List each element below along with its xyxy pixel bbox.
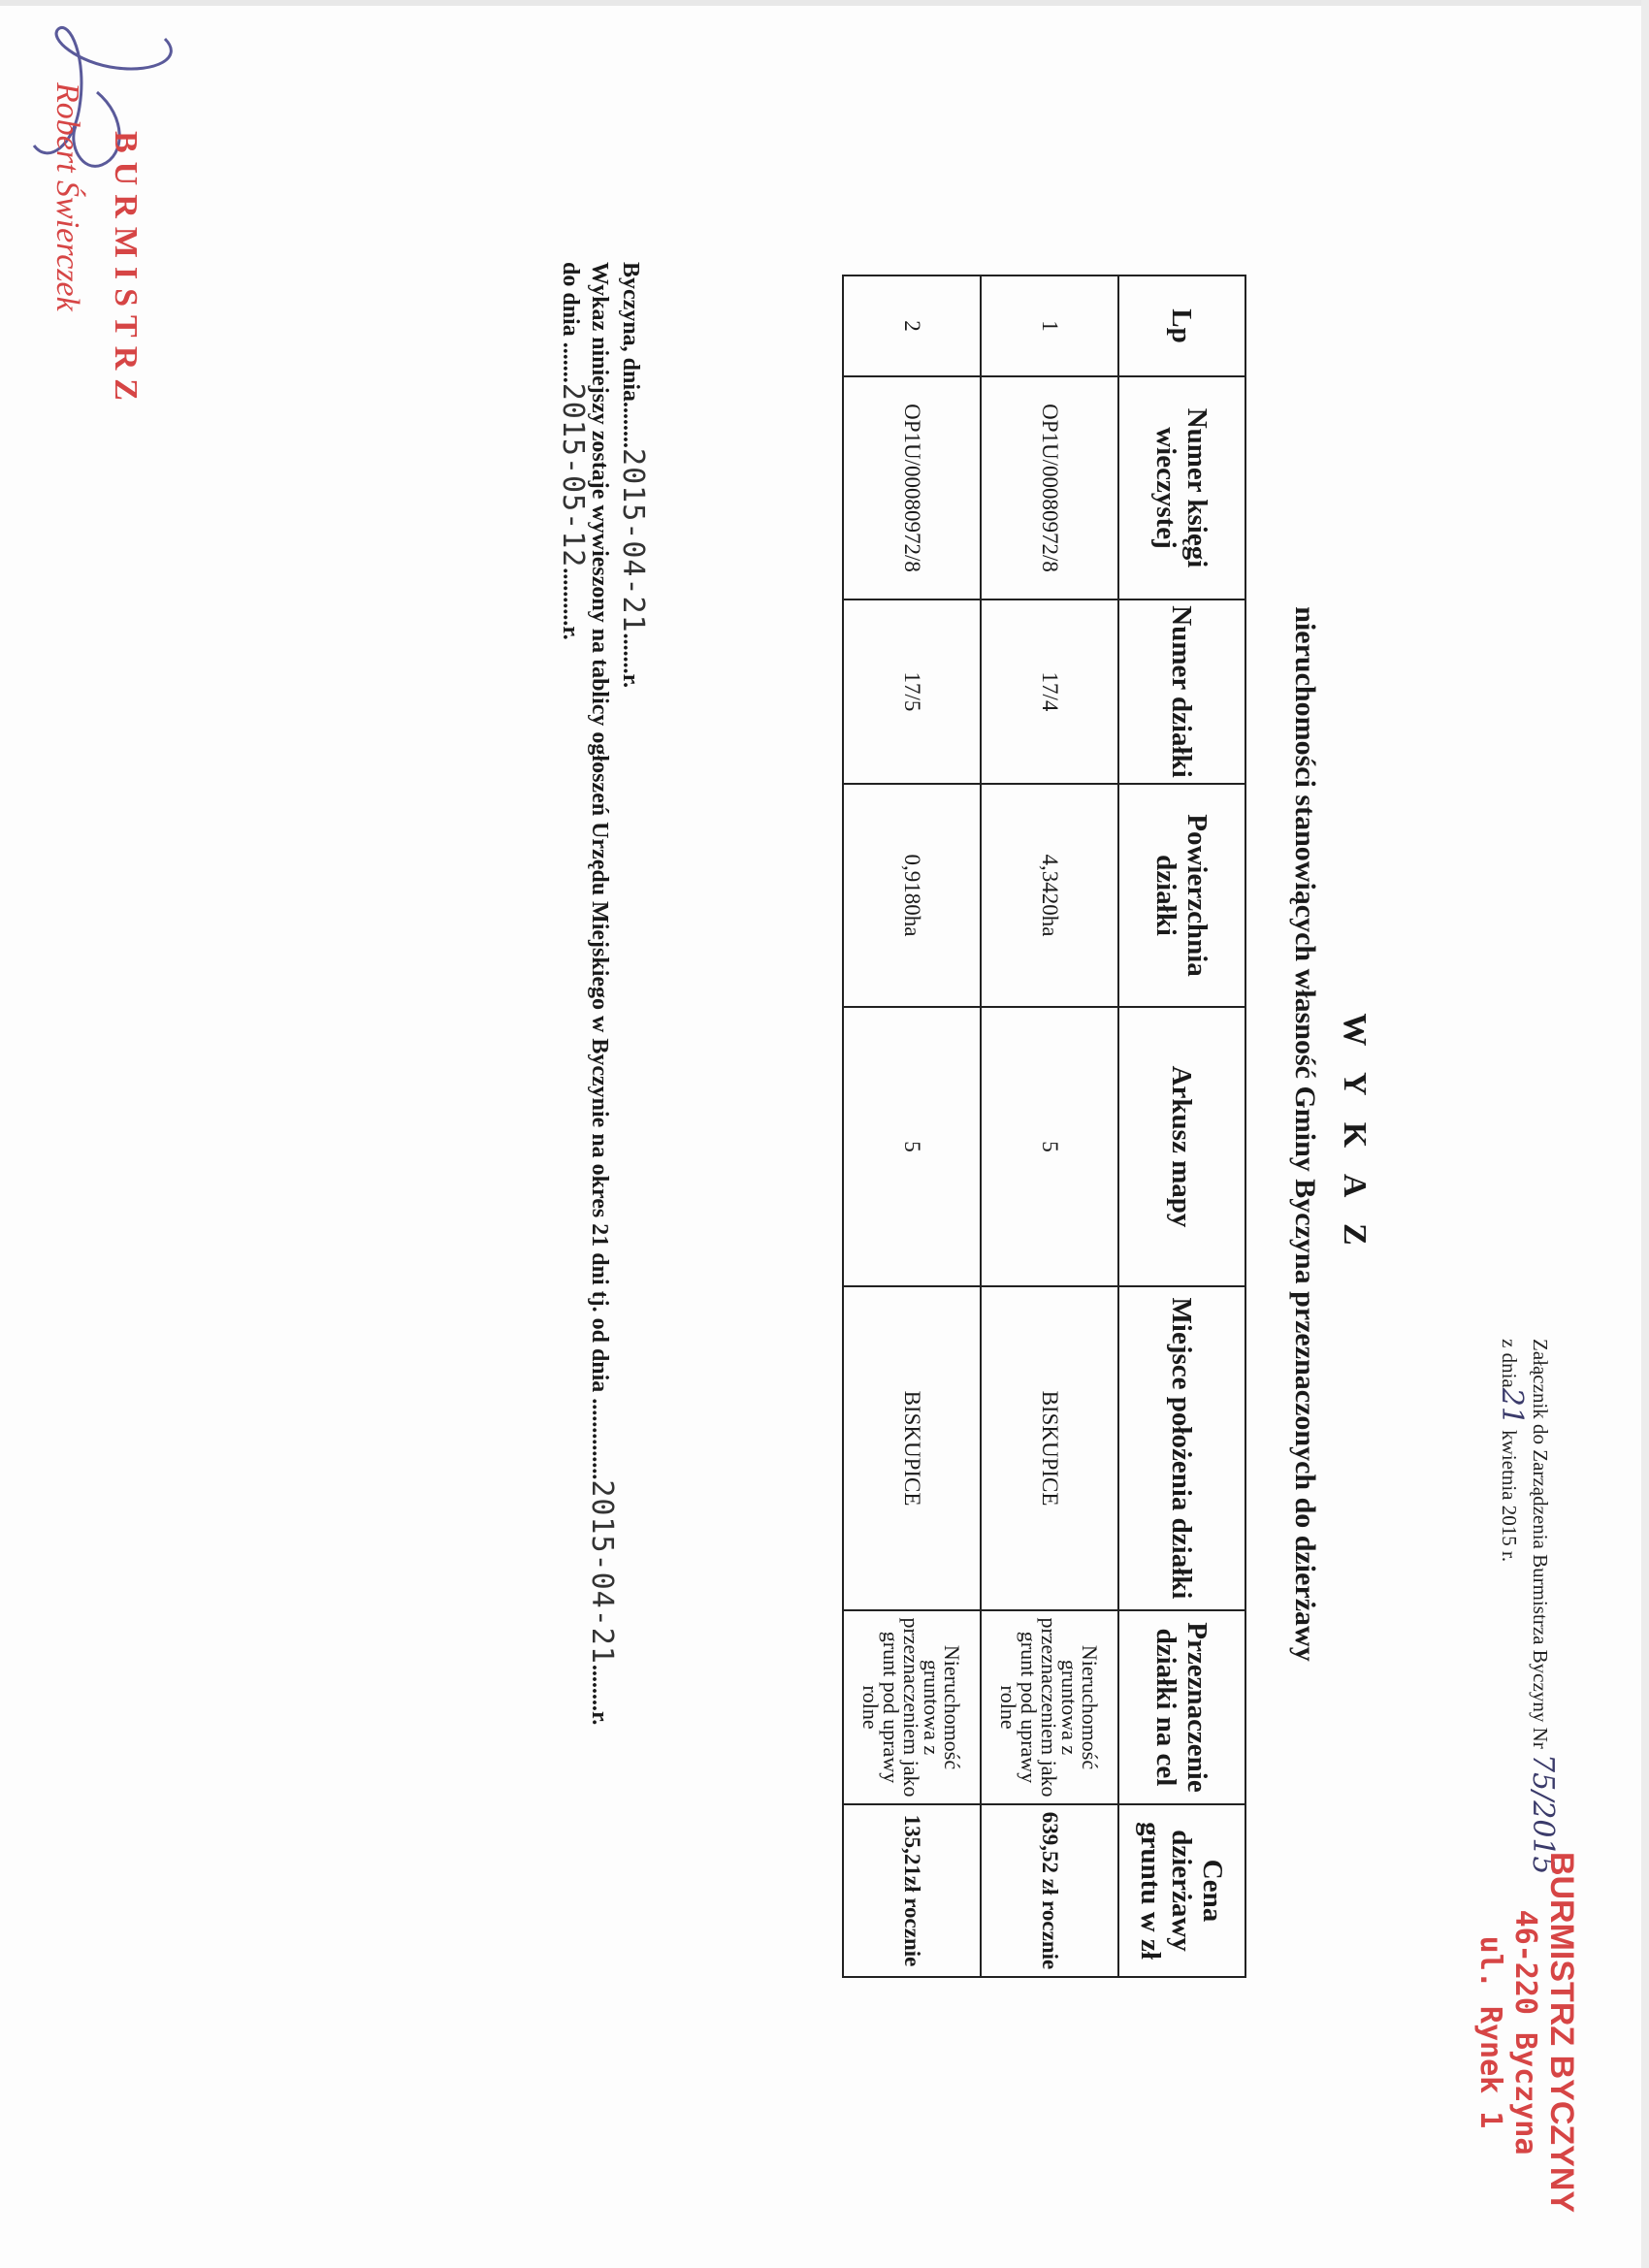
footer-end-date: do dnia .......2015-05-12..........r. [556, 262, 590, 640]
cell-powierzchnia: 0,9180ha [843, 784, 981, 1007]
annex-header [1495, 1339, 1560, 1875]
official-stamp [1472, 1804, 1581, 2260]
cell-cena: 639,52 zł rocznie [981, 1804, 1118, 1977]
table-row [843, 275, 981, 1977]
date-stamp: 2015-04-21 [616, 448, 650, 633]
header-arkusz: Arkusz mapy [1118, 1007, 1245, 1286]
stamp-line-3: ul. Rynek 1 [1473, 1935, 1507, 2129]
cell-arkusz: 5 [981, 1007, 1118, 1286]
cell-przeznaczenie: Nieruchomość gruntowa z przeznaczeniem jako grunt pod uprawy rolne [981, 1610, 1118, 1804]
annex-number-handwritten: 75/2015 [1526, 1753, 1560, 1875]
cell-kw: OP1U/00080972/8 [843, 376, 981, 599]
signature-name: Robert Świerczek [49, 82, 85, 311]
signature-role: BURMISTRZ [108, 131, 144, 409]
annex-line-1: Załącznik do Zarządzenia Burmistrza Byczyny Nr 75/2015 [1526, 1339, 1560, 1875]
header-dzialka: Numer działki [1118, 599, 1245, 784]
table-row [981, 275, 1118, 1977]
table-header-row [1118, 275, 1245, 1977]
mayor-signature-stamp [0, 0, 194, 543]
header-kw: Numer księgi wieczystej [1118, 376, 1245, 599]
cell-przeznaczenie: Nieruchomość gruntowa z przeznaczeniem jako grunt pod uprawy rolne [843, 1610, 981, 1804]
annex-line-2: z dnia21 kwietnia 2015 r. [1495, 1339, 1529, 1563]
header-powierzchnia: Powierzchnia działki [1118, 784, 1245, 1007]
cell-miejsce: BISKUPICE [981, 1286, 1118, 1610]
header-przeznaczenie: Przeznaczenie działki na cel [1118, 1610, 1245, 1804]
footer-posting-notice: Wykaz niniejszy zostaje wywieszony na tablicy ogłoszeń Urzędu Miejskiego w Byczynie na okres 21 dni tj. od dnia ..............2015-04-21........r. [585, 262, 619, 1726]
handwritten-signature-icon [0, 0, 194, 543]
date-stamp: 2015-04-21 [585, 1479, 619, 1665]
cell-kw: OP1U/00080972/8 [981, 376, 1118, 599]
cell-lp: 1 [981, 275, 1118, 376]
cell-lp: 2 [843, 275, 981, 376]
cell-dzialka: 17/5 [843, 599, 981, 784]
document-title: W Y K A Z [1337, 1013, 1373, 1255]
document-subtitle: nieruchomości stanowiących własność Gminy Byczyna przeznaczonych do dzierżawy [1289, 606, 1321, 1662]
stamp-line-2: 46-220 Byczyna [1508, 1909, 1542, 2155]
stamp-line-1: BURMISTRZ BYCZYNY [1543, 1851, 1580, 2214]
date-stamp: 2015-05-12 [556, 382, 590, 568]
annex-day-handwritten: 21 [1495, 1387, 1529, 1425]
cell-cena: 135,21zł rocznie [843, 1804, 981, 1977]
cell-arkusz: 5 [843, 1007, 981, 1286]
cell-dzialka: 17/4 [981, 599, 1118, 784]
header-cena: Cena dzierżawy gruntu w zł [1118, 1804, 1245, 1977]
cell-miejsce: BISKUPICE [843, 1286, 981, 1610]
footer-place-date: Byczyna, dnia........2015-04-21.......r. [616, 262, 650, 689]
header-lp: Lp [1118, 275, 1245, 376]
property-table [842, 275, 1246, 1978]
header-miejsce: Miejsce położenia działki [1118, 1286, 1245, 1610]
cell-powierzchnia: 4,3420ha [981, 784, 1118, 1007]
